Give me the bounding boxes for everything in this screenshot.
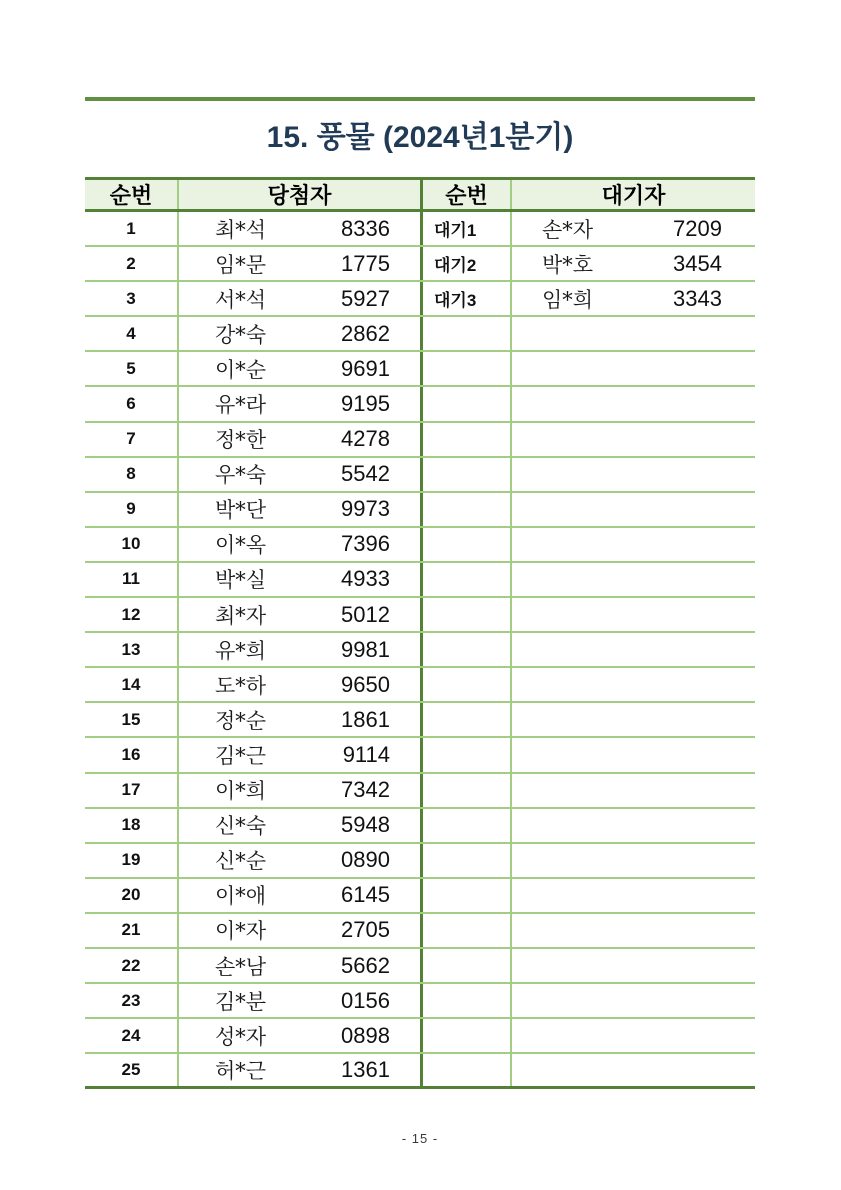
winner-number: 7396 bbox=[341, 531, 390, 557]
winner-rank: 18 bbox=[121, 815, 141, 835]
winner-name: 유*라 bbox=[215, 393, 267, 418]
winner-rank: 21 bbox=[121, 920, 141, 940]
winner-number: 0890 bbox=[341, 847, 390, 873]
waiting-rank bbox=[420, 1054, 510, 1086]
waiting-rank: 대기2 bbox=[420, 247, 510, 280]
winner-name: 김*분 bbox=[215, 989, 267, 1014]
waiting-rank bbox=[420, 528, 510, 561]
winner-name: 박*실 bbox=[215, 568, 267, 593]
winner-name: 서*석 bbox=[215, 287, 267, 312]
winner-cell bbox=[177, 352, 420, 385]
winner-number: 5927 bbox=[341, 285, 390, 311]
winner-cell bbox=[177, 387, 420, 420]
waiting-rank: 대기3 bbox=[420, 282, 510, 315]
winner-number: 0898 bbox=[341, 1022, 390, 1048]
winner-cell bbox=[177, 598, 420, 631]
winner-cell bbox=[177, 1054, 420, 1086]
waiting-cell bbox=[510, 633, 755, 666]
winner-cell bbox=[177, 247, 420, 280]
waiting-cell bbox=[510, 423, 755, 456]
table-row bbox=[85, 1054, 755, 1089]
winner-name: 신*순 bbox=[215, 849, 267, 874]
winner-number: 1775 bbox=[341, 250, 390, 276]
winner-cell bbox=[177, 703, 420, 736]
table-row bbox=[85, 282, 755, 317]
winner-cell bbox=[177, 844, 420, 877]
table-row bbox=[85, 738, 755, 773]
winner-rank: 14 bbox=[121, 674, 141, 694]
winner-cell bbox=[177, 493, 420, 526]
table-row bbox=[85, 1019, 755, 1054]
winner-cell bbox=[177, 528, 420, 561]
winner-number: 5948 bbox=[341, 812, 390, 838]
waiting-name: 박*호 bbox=[542, 252, 594, 277]
col-header-winner-rank: 순번 bbox=[109, 183, 153, 208]
waiting-rank: 대기1 bbox=[420, 212, 510, 245]
waiting-cell bbox=[510, 387, 755, 420]
waiting-cell bbox=[510, 703, 755, 736]
waiting-cell bbox=[510, 317, 755, 350]
waiting-rank bbox=[420, 809, 510, 842]
waiting-rank bbox=[420, 774, 510, 807]
waiting-rank bbox=[420, 949, 510, 982]
winner-name: 박*단 bbox=[215, 498, 267, 523]
winner-rank: 10 bbox=[121, 534, 141, 554]
table-row bbox=[85, 212, 755, 247]
winner-number: 1861 bbox=[341, 706, 390, 732]
col-header-waiting: 대기자 bbox=[510, 180, 755, 209]
winner-rank: 22 bbox=[121, 955, 141, 975]
winner-cell bbox=[177, 879, 420, 912]
winner-rank: 11 bbox=[122, 569, 140, 589]
winner-cell bbox=[177, 563, 420, 596]
waiting-cell bbox=[510, 352, 755, 385]
waiting-rank bbox=[420, 633, 510, 666]
waiting-cell bbox=[510, 493, 755, 526]
winner-rank: 20 bbox=[121, 885, 141, 905]
winner-number: 9114 bbox=[342, 741, 390, 767]
table-row bbox=[85, 633, 755, 668]
waiting-rank bbox=[420, 387, 510, 420]
winner-rank: 23 bbox=[121, 990, 141, 1010]
winner-rank: 24 bbox=[121, 1025, 141, 1045]
winner-name: 이*자 bbox=[215, 919, 267, 944]
winner-name: 성*자 bbox=[215, 1024, 267, 1049]
waiting-cell bbox=[510, 879, 755, 912]
waiting-cell bbox=[510, 247, 755, 280]
winner-name: 신*숙 bbox=[215, 814, 267, 839]
winner-rank: 12 bbox=[121, 604, 141, 624]
table-row bbox=[85, 774, 755, 809]
winner-rank: 4 bbox=[126, 323, 136, 343]
table-row bbox=[85, 247, 755, 282]
winner-cell bbox=[177, 809, 420, 842]
table-row bbox=[85, 984, 755, 1019]
winner-rank: 8 bbox=[126, 464, 136, 484]
waiting-rank bbox=[420, 423, 510, 456]
page-title: 15. 풍물 (2024년1분기) bbox=[266, 121, 574, 154]
winner-cell bbox=[177, 738, 420, 771]
table-row bbox=[85, 563, 755, 598]
winner-name: 김*근 bbox=[215, 743, 267, 768]
winner-cell bbox=[177, 984, 420, 1017]
winner-number: 6145 bbox=[341, 882, 390, 908]
table-row bbox=[85, 528, 755, 563]
waiting-cell bbox=[510, 738, 755, 771]
waiting-rank bbox=[420, 914, 510, 947]
winner-name: 이*옥 bbox=[215, 533, 267, 558]
table-row bbox=[85, 352, 755, 387]
waiting-cell bbox=[510, 844, 755, 877]
winner-rank: 6 bbox=[126, 394, 136, 414]
waiting-number: 3454 bbox=[673, 250, 722, 276]
winner-cell bbox=[177, 774, 420, 807]
table-row bbox=[85, 949, 755, 984]
winner-number: 2705 bbox=[341, 917, 390, 943]
winner-cell bbox=[177, 949, 420, 982]
winner-rank: 5 bbox=[126, 358, 136, 378]
waiting-rank bbox=[420, 317, 510, 350]
winner-name: 강*숙 bbox=[215, 322, 267, 347]
winner-name: 도*하 bbox=[215, 673, 267, 698]
table-row bbox=[85, 879, 755, 914]
waiting-cell bbox=[510, 1019, 755, 1052]
waiting-rank bbox=[420, 458, 510, 491]
waiting-number: 3343 bbox=[673, 285, 722, 311]
winner-rank: 1 bbox=[126, 218, 136, 238]
winner-cell bbox=[177, 633, 420, 666]
winner-rank: 9 bbox=[126, 499, 136, 519]
waiting-cell bbox=[510, 458, 755, 491]
waiting-name: 손*자 bbox=[542, 217, 594, 242]
winner-name: 유*희 bbox=[215, 638, 267, 663]
winner-rank: 2 bbox=[126, 253, 136, 273]
waiting-cell bbox=[510, 984, 755, 1017]
waiting-cell bbox=[510, 774, 755, 807]
col-header-winner: 당첨자 bbox=[177, 180, 420, 209]
table-row bbox=[85, 844, 755, 879]
waiting-rank bbox=[420, 352, 510, 385]
winner-name: 허*근 bbox=[215, 1059, 267, 1084]
winner-cell bbox=[177, 668, 420, 701]
winner-name: 정*순 bbox=[215, 708, 267, 733]
waiting-rank bbox=[420, 563, 510, 596]
winner-name: 이*애 bbox=[215, 884, 267, 909]
col-header-waiting-rank: 순번 bbox=[420, 180, 510, 209]
winner-rank: 7 bbox=[126, 429, 136, 449]
winner-cell bbox=[177, 212, 420, 245]
waiting-rank bbox=[420, 493, 510, 526]
waiting-rank bbox=[420, 1019, 510, 1052]
winner-number: 8336 bbox=[341, 215, 390, 241]
winner-cell bbox=[177, 1019, 420, 1052]
table-row bbox=[85, 317, 755, 352]
winner-number: 1361 bbox=[341, 1057, 390, 1083]
winner-name: 손*남 bbox=[215, 954, 267, 979]
table-row bbox=[85, 809, 755, 844]
table-row bbox=[85, 458, 755, 493]
winner-number: 9195 bbox=[341, 391, 390, 417]
winner-number: 5542 bbox=[341, 461, 390, 487]
waiting-cell bbox=[510, 914, 755, 947]
waiting-cell bbox=[510, 809, 755, 842]
winner-number: 5012 bbox=[341, 601, 390, 627]
winner-name: 이*희 bbox=[215, 779, 267, 804]
lottery-results-table bbox=[85, 177, 755, 1089]
winner-name: 우*숙 bbox=[215, 463, 267, 488]
table-row bbox=[85, 914, 755, 949]
table-row bbox=[85, 493, 755, 528]
winner-cell bbox=[177, 282, 420, 315]
waiting-rank bbox=[420, 984, 510, 1017]
winner-rank: 17 bbox=[121, 780, 141, 800]
waiting-rank bbox=[420, 598, 510, 631]
waiting-cell bbox=[510, 563, 755, 596]
waiting-number: 7209 bbox=[673, 215, 722, 241]
winner-cell bbox=[177, 914, 420, 947]
winner-cell bbox=[177, 423, 420, 456]
winner-rank: 13 bbox=[121, 639, 141, 659]
waiting-rank bbox=[420, 668, 510, 701]
waiting-rank bbox=[420, 738, 510, 771]
winner-number: 4278 bbox=[341, 426, 390, 452]
table-row bbox=[85, 423, 755, 458]
winner-number: 2862 bbox=[341, 320, 390, 346]
table-row bbox=[85, 598, 755, 633]
winner-number: 9981 bbox=[341, 636, 390, 662]
table-row bbox=[85, 668, 755, 703]
winner-cell bbox=[177, 317, 420, 350]
winner-rank: 15 bbox=[121, 709, 141, 729]
winner-number: 7342 bbox=[341, 777, 390, 803]
winner-number: 0156 bbox=[341, 987, 390, 1013]
winner-number: 9973 bbox=[341, 496, 390, 522]
winner-rank: 3 bbox=[126, 288, 136, 308]
page-number: - 15 - bbox=[401, 1131, 439, 1146]
waiting-cell bbox=[510, 949, 755, 982]
waiting-rank bbox=[420, 703, 510, 736]
waiting-name: 임*희 bbox=[542, 287, 594, 312]
table-header-row bbox=[85, 177, 755, 212]
waiting-cell bbox=[510, 668, 755, 701]
waiting-rank bbox=[420, 879, 510, 912]
waiting-cell bbox=[510, 212, 755, 245]
waiting-rank bbox=[420, 844, 510, 877]
winner-name: 임*문 bbox=[215, 252, 267, 277]
winner-rank: 25 bbox=[121, 1060, 141, 1080]
table-row bbox=[85, 387, 755, 422]
winner-name: 최*자 bbox=[215, 603, 267, 628]
winner-name: 최*석 bbox=[215, 217, 267, 242]
winner-number: 9650 bbox=[341, 671, 390, 697]
winner-name: 이*순 bbox=[215, 357, 267, 382]
waiting-cell bbox=[510, 282, 755, 315]
winner-number: 4933 bbox=[341, 566, 390, 592]
waiting-cell bbox=[510, 598, 755, 631]
waiting-cell bbox=[510, 528, 755, 561]
table-row bbox=[85, 703, 755, 738]
table-body bbox=[85, 212, 755, 1089]
waiting-cell bbox=[510, 1054, 755, 1086]
winner-name: 정*한 bbox=[215, 428, 267, 453]
winner-cell bbox=[177, 458, 420, 491]
winner-rank: 16 bbox=[121, 744, 141, 764]
winner-rank: 19 bbox=[121, 850, 141, 870]
winner-number: 9691 bbox=[341, 355, 390, 381]
top-divider bbox=[85, 97, 755, 101]
winner-number: 5662 bbox=[341, 952, 390, 978]
